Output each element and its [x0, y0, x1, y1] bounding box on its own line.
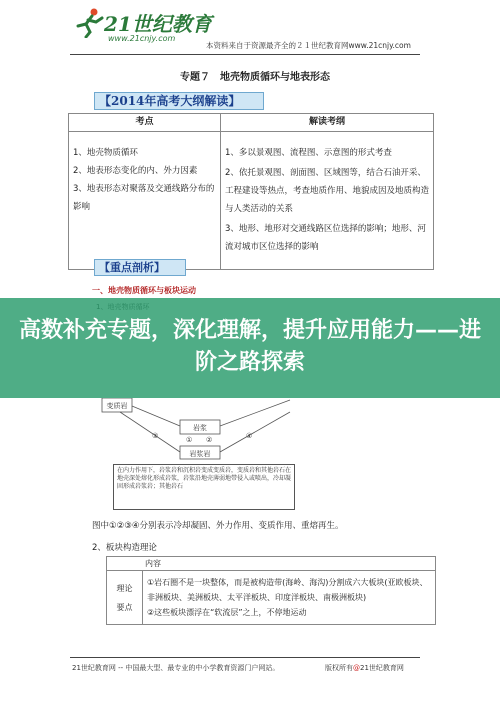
diagram-arrow — [220, 400, 290, 426]
analysis-banner: 【重点剖析】 — [94, 259, 186, 276]
list-item: 1、多以景观图、流程图、示意图的形式考查 — [225, 148, 392, 158]
table-header-row — [69, 114, 434, 132]
footer-divider — [70, 657, 420, 658]
footer-site-text: 21世纪教育网 -- 中国最大型、最专业的中小学教育资源门户网站。 — [72, 664, 280, 672]
table-header-cell: 解读考纲 — [221, 114, 434, 132]
diagram-arrow — [220, 412, 290, 452]
diagram-number: ② — [206, 436, 213, 444]
site-logo[interactable] — [74, 6, 212, 46]
topic-title: 专题７ 地壳物质循环与地表形态 — [180, 72, 330, 83]
plate-theory-table — [106, 556, 436, 625]
promo-overlay[interactable] — [0, 298, 500, 398]
list-item: 1、地壳物质循环 — [73, 148, 138, 158]
logo-url: www.21cnjy.com — [108, 34, 176, 43]
list-item: 3、地表形态对聚落及交通线路分布的影响 — [73, 184, 215, 212]
table-header-cell: 考点 — [69, 114, 221, 132]
diagram-number: ③ — [152, 432, 159, 440]
list-item: ②这些板块漂浮在“软流层”之上，不停地运动 — [147, 608, 307, 617]
diagram-label: 岩浆岩 — [189, 450, 211, 458]
row-label: 要点 — [116, 602, 133, 612]
footer-copyright — [325, 663, 404, 673]
diagram-arrow — [132, 406, 180, 426]
table-row — [69, 132, 434, 270]
list-item: ①岩石圈不是一块整体，而是被构造带(海岭、海沟)分割成六大板块(亚欧板块、非洲板块、美洲板块、太平洋板块、印度洋板块、南极洲板块) — [147, 578, 428, 602]
table-row — [107, 571, 436, 625]
diagram-label: 岩浆 — [193, 424, 207, 432]
runner-logo-icon — [74, 6, 106, 38]
header-source-text: 本资料来自于资源最齐全的２１世纪教育网www.21cnjy.com — [206, 41, 411, 50]
figure-caption: 图中①②③④分别表示冷却凝固、外力作用、变质作用、重熔再生。 — [92, 521, 344, 531]
table-header-row — [107, 557, 436, 571]
logo-text: 21世纪教育 — [104, 12, 212, 36]
diagram-number: ① — [186, 436, 193, 444]
row-label-cell — [107, 571, 143, 625]
list-item: 3、地形、地形对交通线路区位选择的影响；地形、河流对城市区位选择的影响 — [225, 224, 426, 252]
copyright-label: 版权所有 — [325, 664, 353, 672]
table-header-cell: 内容 — [107, 557, 436, 571]
diagram-label: 变质岩 — [106, 402, 128, 410]
at-symbol: @ — [353, 664, 360, 672]
row-label: 理论 — [116, 583, 133, 593]
rock-cycle-diagram — [100, 398, 300, 460]
interpretation-cell — [221, 132, 434, 270]
diagram-number: ④ — [246, 432, 253, 440]
list-item: 2、依托景观图、剖面图、区域图等，结合石油开采、工程建设等热点，考查地质作用、地貌成因及地质构造与人类活动的关系 — [225, 168, 430, 214]
diagram-note: 在内力作用下，岩浆岩和沉积岩变成变质岩，变质岩和其他岩石在地壳深处熔化形成岩浆，岩浆沿地壳薄弱地带侵入或喷出，冷却凝固形成岩浆岩；其他岩石 — [113, 464, 295, 510]
exam-points-cell — [69, 132, 221, 270]
content-cell — [143, 571, 436, 625]
header-divider — [70, 54, 420, 55]
diagram-arrow — [120, 412, 180, 452]
syllabus-banner: 【2014年高考大纲解读】 — [94, 92, 264, 110]
section-heading: 一、地壳物质循环与板块运动 — [92, 286, 196, 295]
copyright-owner: 21世纪教育网 — [360, 664, 404, 672]
page-header — [0, 0, 500, 62]
list-item: 2、地表形态变化的内、外力因素 — [73, 166, 198, 176]
syllabus-table — [68, 113, 434, 270]
section-heading: 2、板块构造理论 — [92, 543, 157, 553]
overlay-title: 高数补充专题，深化理解，提升应用能力——进阶之路探索 — [18, 318, 481, 375]
